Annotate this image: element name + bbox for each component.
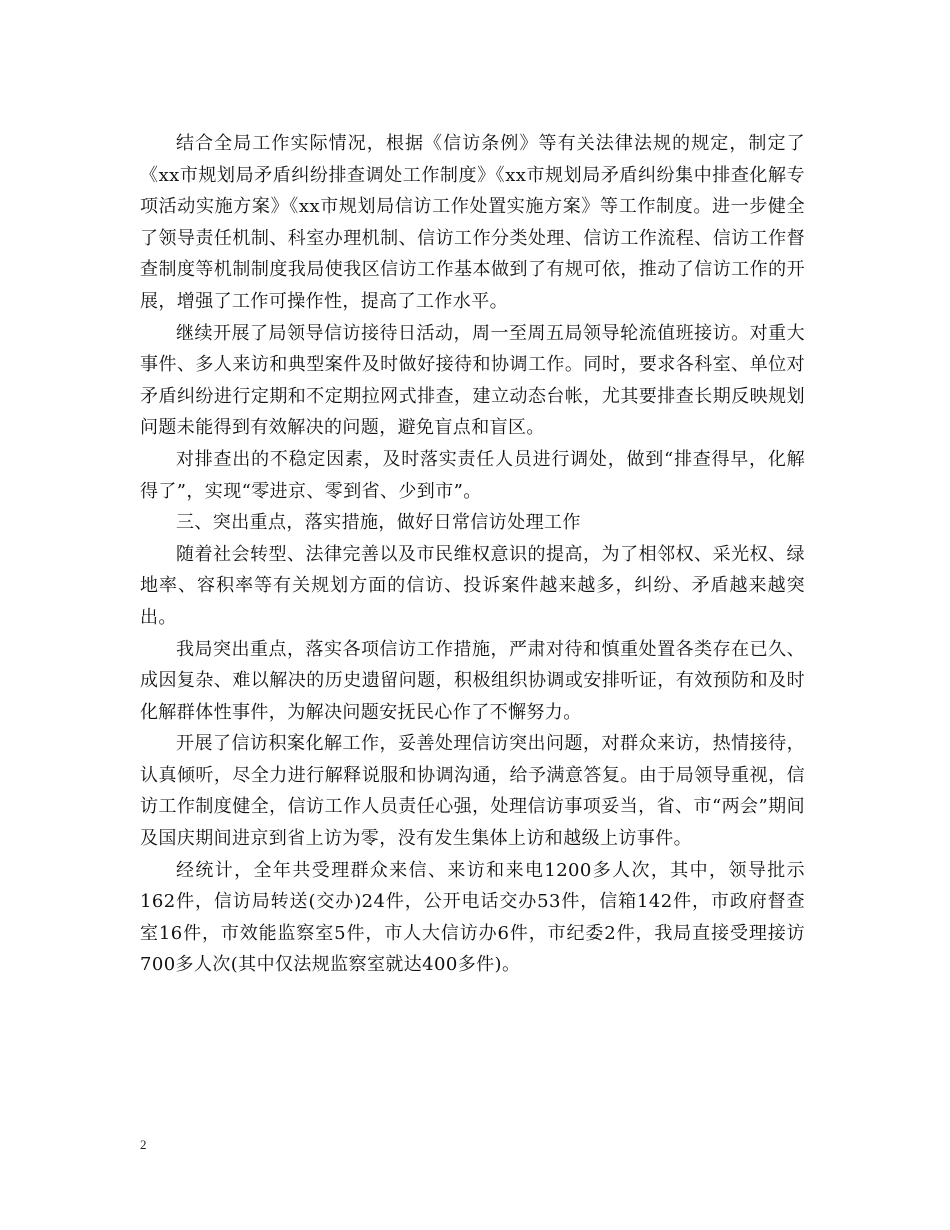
paragraph-4: 随着社会转型、法律完善以及市民维权意识的提高，为了相邻权、采光权、绿地率、容积率等有关规划方面的信访、投诉案件越来越多，纠纷、矛盾越来越突出。 xyxy=(140,543,805,628)
paragraph-1: 结合全局工作实际情况，根据《信访条例》等有关法律法规的规定，制定了《xx市规划局矛盾纠纷排查调处工作制度》《xx市规划局矛盾纠纷集中排查化解专项活动实施方案》《xx市规划局信访工作处置实施方案》等工作制度。进一步健全了领导责任机制、科室办理机制、信访工作分类处理、信访工作流程、信访工作督查制度等机制制度我局使我区信访工作基本做到了有规可依，推动了信访工作的开展，增强了工作可操作性，提高了工作水平。 xyxy=(140,133,805,312)
document-body xyxy=(140,128,805,981)
paragraph-3: 对排查出的不稳定因素，及时落实责任人员进行调处，做到“排查得早，化解得了”，实现“零进京、零到省、少到市”。 xyxy=(140,448,805,502)
paragraph-5: 我局突出重点，落实各项信访工作措施，严肃对待和慎重处置各类存在已久、成因复杂、难以解决的历史遗留问题，积极组织协调或安排听证，有效预防和及时化解群体性事件，为解决问题安抚民心作了不懈努力。 xyxy=(140,638,805,723)
paragraph-2: 继续开展了局领导信访接待日活动，周一至周五局领导轮流值班接访。对重大事件、多人来访和典型案件及时做好接待和协调工作。同时，要求各科室、单位对矛盾纠纷进行定期和不定期拉网式排查，建立动态台帐，尤其要排查长期反映规划问题未能得到有效解决的问题，避免盲点和盲区。 xyxy=(140,322,805,439)
page-number: 2 xyxy=(140,1137,147,1152)
section-heading: 三、突出重点，落实措施，做好日常信访处理工作 xyxy=(176,512,581,534)
paragraph-7: 经统计，全年共受理群众来信、来访和来电1200多人次，其中，领导批示162件，信访局转送(交办)24件，公开电话交办53件，信箱142件，市政府督查室16件，市效能监察室5件，市人大信访办6件，市纪委2件，我局直接受理接访 700多人次(其中仅法规监察室就达400多件)。 xyxy=(140,859,805,976)
paragraph-6: 开展了信访积案化解工作，妥善处理信访突出问题，对群众来访，热情接待，认真倾听，尽全力进行解释说服和协调沟通，给予满意答复。由于局领导重视，信访工作制度健全，信访工作人员责任心强，处理信访事项妥当，省、市“两会”期间及国庆期间进京到省上访为零，没有发生集体上访和越级上访事件。 xyxy=(140,733,805,850)
